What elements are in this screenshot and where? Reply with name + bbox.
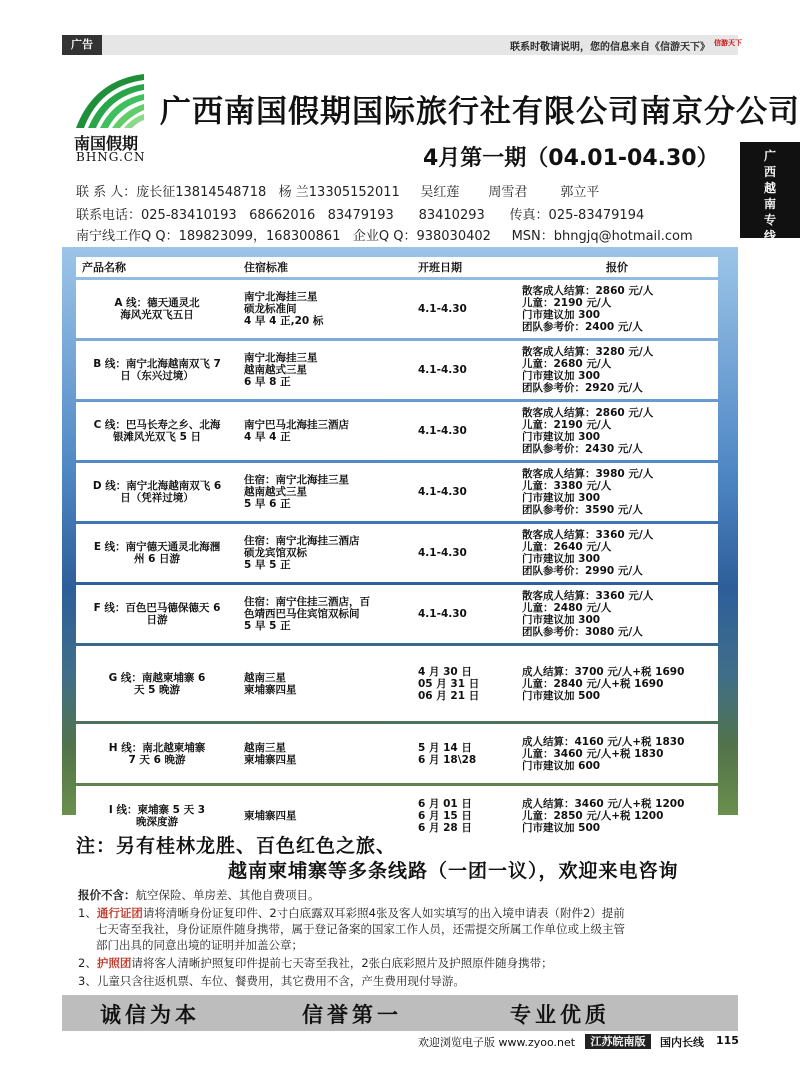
route-price-line: 门市建议加 500 bbox=[522, 689, 601, 702]
route-price-line: 门市建议加 300 bbox=[522, 553, 601, 565]
terms-item-1-line-2: 七天寄至我社，身份证原件随身携带，属于登记备案的国家工作人员，还需提交所属工作单位或上级主管 bbox=[96, 922, 625, 936]
route-price-cell bbox=[516, 724, 718, 783]
route-price-line: 团队参考价：3590 元/人 bbox=[522, 504, 643, 516]
route-hotel-cell bbox=[238, 463, 412, 521]
route-price-line: 儿童：3460 元/人+税 1830 bbox=[522, 747, 664, 760]
footer-edition-badge: 江苏皖南版 bbox=[585, 1034, 651, 1049]
route-hotel-line: 柬埔寨四星 bbox=[244, 809, 297, 822]
side-tab-char: 专 bbox=[763, 213, 776, 227]
route-date-line: 4 月 30 日 bbox=[418, 665, 472, 678]
route-date-line: 4.1-4.30 bbox=[418, 303, 467, 315]
logo-chinese: 南国假期 bbox=[74, 134, 139, 153]
route-name-cell bbox=[76, 341, 238, 399]
route-date-line: 06 月 21 日 bbox=[418, 689, 480, 702]
terms-item-2-label: 护照团 bbox=[96, 956, 132, 970]
route-price-line: 团队参考价：2990 元/人 bbox=[522, 565, 643, 577]
route-hotel-line: 5 早 6 正 bbox=[244, 498, 291, 510]
route-price-line: 儿童：2190 元/人 bbox=[522, 297, 612, 309]
source-notice: 联系时敬请说明，您的信息来自《信游天下》 bbox=[510, 42, 710, 53]
route-hotel-cell bbox=[238, 585, 412, 643]
route-price-line: 团队参考价：2920 元/人 bbox=[522, 382, 643, 394]
logo-english: BHNG.CN bbox=[76, 150, 146, 164]
route-price-cell bbox=[516, 280, 718, 338]
route-price-line: 儿童：3380 元/人 bbox=[522, 480, 612, 492]
issue-period: 4月第一期（04.01-04.30） bbox=[423, 146, 719, 171]
route-price-line: 成人结算：3460 元/人+税 1200 bbox=[522, 797, 685, 810]
page-number: 115 bbox=[716, 1034, 739, 1047]
route-price-line: 儿童：2640 元/人 bbox=[522, 541, 612, 553]
terms-item-2 bbox=[78, 955, 553, 971]
route-price-line: 散客成人结算：3280 元/人 bbox=[522, 346, 654, 358]
header-product: 产品名称 bbox=[76, 257, 238, 277]
route-hotel-line: 越南越式三星 bbox=[244, 364, 307, 376]
terms-item-1-line-3: 部门出具的同意出境的证明并加盖公章； bbox=[96, 938, 303, 952]
route-hotel-line: 色靖西巴马住宾馆双标间 bbox=[244, 608, 360, 620]
route-price-cell bbox=[516, 402, 718, 460]
footer-website: 欢迎浏览电子版 www.zyoo.net bbox=[418, 1036, 576, 1049]
table-header-row bbox=[76, 257, 718, 277]
route-date-cell bbox=[412, 585, 516, 643]
route-date-line: 6 月 18\28 bbox=[418, 753, 477, 766]
route-price-line: 散客成人结算：2860 元/人 bbox=[522, 285, 654, 297]
route-price-line: 门市建议加 300 bbox=[522, 431, 601, 443]
route-name-cell bbox=[76, 646, 238, 721]
side-tab-char: 西 bbox=[763, 165, 776, 179]
route-name-line: 天 5 晚游 bbox=[133, 683, 181, 696]
route-price-line: 团队参考价：2400 元/人 bbox=[522, 321, 643, 333]
route-date-line: 6 月 15 日 bbox=[418, 809, 472, 822]
route-hotel-line: 越南三星 bbox=[244, 671, 286, 684]
route-name-line: 日游 bbox=[146, 614, 168, 626]
route-name-line: 银滩风光双飞 5 日 bbox=[112, 431, 202, 443]
route-date-cell bbox=[412, 646, 516, 721]
terms-item-2-text: 请将客人清晰护照复印件提前七天寄至我社，2张白底彩照片及护照原件随身携带； bbox=[131, 956, 553, 970]
header-hotel: 住宿标准 bbox=[238, 257, 412, 277]
route-name-line: F 线：百色巴马德保德天 6 bbox=[93, 602, 221, 614]
route-date-line: 5 月 14 日 bbox=[418, 741, 472, 754]
route-price-line: 团队参考价：2430 元/人 bbox=[522, 443, 643, 455]
terms-excluded-label: 报价不含： bbox=[78, 888, 136, 902]
route-hotel-line: 4 早 4 正,20 标 bbox=[244, 315, 324, 327]
route-name-line: I 线：柬埔寨 5 天 3 bbox=[108, 803, 206, 816]
route-price-cell bbox=[516, 463, 718, 521]
terms-item-1-prefix: 1、 bbox=[78, 906, 97, 920]
route-name-line: 日（东兴过境） bbox=[120, 370, 194, 382]
route-name-line: D 线：南宁北海越南双飞 6 bbox=[92, 480, 222, 492]
route-hotel-line: 越南三星 bbox=[244, 741, 286, 754]
route-date-line: 6 月 01 日 bbox=[418, 797, 472, 810]
route-hotel-cell bbox=[238, 280, 412, 338]
side-tab-char: 越 bbox=[763, 181, 776, 195]
route-hotel-cell bbox=[238, 524, 412, 582]
route-price-line: 门市建议加 300 bbox=[522, 492, 601, 504]
route-price-line: 散客成人结算：2860 元/人 bbox=[522, 407, 654, 419]
route-hotel-cell bbox=[238, 341, 412, 399]
terms-item-1-label: 通行证团 bbox=[96, 906, 143, 920]
header-date: 开班日期 bbox=[412, 257, 516, 277]
route-name-cell bbox=[76, 724, 238, 783]
route-hotel-line: 硕龙宾馆双标 bbox=[244, 547, 307, 559]
terms-item-2-prefix: 2、 bbox=[78, 956, 97, 970]
ad-label: 广告 bbox=[62, 35, 102, 55]
route-hotel-line: 5 早 5 正 bbox=[244, 559, 291, 571]
note-line-1: 注：另有桂林龙胜、百色红色之旅、 bbox=[76, 835, 397, 857]
route-price-line: 儿童：2680 元/人 bbox=[522, 358, 612, 370]
route-hotel-line: 5 早 5 正 bbox=[244, 620, 291, 632]
route-price-line: 散客成人结算：3360 元/人 bbox=[522, 590, 654, 602]
route-name-cell bbox=[76, 463, 238, 521]
route-name-line: 日（凭祥过境） bbox=[120, 492, 194, 504]
route-date-cell bbox=[412, 724, 516, 783]
route-date-line: 4.1-4.30 bbox=[418, 547, 467, 559]
route-price-line: 成人结算：4160 元/人+税 1830 bbox=[522, 735, 685, 748]
route-date-line: 4.1-4.30 bbox=[418, 425, 467, 437]
route-price-line: 门市建议加 300 bbox=[522, 309, 601, 321]
route-row bbox=[76, 524, 718, 582]
route-hotel-cell bbox=[238, 724, 412, 783]
route-price-line: 团队参考价：3080 元/人 bbox=[522, 626, 643, 638]
route-price-cell bbox=[516, 646, 718, 721]
route-row bbox=[76, 646, 718, 721]
route-price-line: 门市建议加 600 bbox=[522, 759, 601, 772]
route-price-line: 儿童：2840 元/人+税 1690 bbox=[522, 677, 664, 690]
route-name-cell bbox=[76, 585, 238, 643]
terms-item-3: 3、儿童只含往返机票、车位、餐费用，其它费用不含，产生费用现付导游。 bbox=[78, 974, 465, 988]
route-date-cell bbox=[412, 280, 516, 338]
side-tab-char: 线 bbox=[763, 229, 776, 243]
note-line-2: 越南柬埔寨等多条线路（一团一议），欢迎来电咨询 bbox=[228, 860, 679, 882]
route-date-cell bbox=[412, 786, 516, 845]
route-row bbox=[76, 463, 718, 521]
route-date-line: 6 月 28 日 bbox=[418, 821, 472, 834]
route-hotel-line: 住宿：南宁北海挂三酒店 bbox=[244, 535, 360, 547]
route-date-line: 05 月 31 日 bbox=[418, 677, 480, 690]
route-hotel-line: 柬埔寨四星 bbox=[244, 683, 297, 696]
route-hotel-line: 南宁北海挂三星 bbox=[244, 352, 318, 364]
route-name-cell bbox=[76, 280, 238, 338]
slogan-1: 诚信为本 bbox=[100, 1003, 200, 1027]
route-hotel-line: 6 早 8 正 bbox=[244, 376, 291, 388]
route-price-line: 儿童：2480 元/人 bbox=[522, 602, 612, 614]
company-logo-icon bbox=[74, 70, 146, 130]
route-hotel-cell bbox=[238, 646, 412, 721]
route-hotel-cell bbox=[238, 402, 412, 460]
route-price-cell bbox=[516, 786, 718, 845]
route-date-cell bbox=[412, 524, 516, 582]
route-row bbox=[76, 402, 718, 460]
contact-persons: 联 系 人：庞长征13814548718 杨 兰13305152011 吴红莲 周雪君 郭立平 bbox=[76, 185, 600, 200]
route-price-line: 散客成人结算：3360 元/人 bbox=[522, 529, 654, 541]
route-name-line: 海风光双飞五日 bbox=[120, 309, 194, 321]
route-price-line: 成人结算：3700 元/人+税 1690 bbox=[522, 665, 685, 678]
route-price-line: 儿童：2850 元/人+税 1200 bbox=[522, 809, 664, 822]
vietnam-line-tab bbox=[740, 142, 800, 243]
route-date-cell bbox=[412, 402, 516, 460]
route-hotel-line: 住宿：南宁北海挂三星 bbox=[244, 474, 349, 486]
side-tab-char: 南 bbox=[763, 197, 776, 211]
header-price: 报价 bbox=[516, 257, 718, 277]
slogan-3: 专业优质 bbox=[510, 1003, 610, 1027]
route-row bbox=[76, 341, 718, 399]
slogan-2: 信誉第一 bbox=[302, 1003, 402, 1027]
route-row bbox=[76, 724, 718, 783]
footer-section: 国内长线 bbox=[660, 1036, 704, 1049]
contact-phones: 联系电话：025-83410193 68662016 83479193 83410293 传真：025-83479194 bbox=[76, 208, 645, 223]
route-name-line: 州 6 日游 bbox=[133, 553, 181, 565]
terms-excluded-text: 航空保险、单房差、其他自费项目。 bbox=[135, 888, 320, 902]
route-name-line: A 线：德天通灵北 bbox=[114, 297, 200, 309]
contact-online: 南宁线工作Q Q：189823099，168300861 企业Q Q：938030402 MSN：bhngjq@hotmail.com bbox=[76, 229, 693, 244]
company-name: 广西南国假期国际旅行社有限公司南京分公司 bbox=[160, 94, 800, 130]
route-date-cell bbox=[412, 341, 516, 399]
route-price-line: 散客成人结算：3980 元/人 bbox=[522, 468, 654, 480]
route-hotel-line: 硕龙标准间 bbox=[244, 303, 297, 315]
route-price-line: 门市建议加 500 bbox=[522, 821, 601, 834]
mini-logo: 信游天下 bbox=[714, 39, 742, 47]
route-price-cell bbox=[516, 585, 718, 643]
route-row bbox=[76, 585, 718, 643]
route-name-cell bbox=[76, 524, 238, 582]
route-name-cell bbox=[76, 402, 238, 460]
route-date-line: 4.1-4.30 bbox=[418, 364, 467, 376]
route-name-line: 7 天 6 晚游 bbox=[128, 753, 186, 766]
route-name-line: H 线：南北越柬埔寨 bbox=[108, 741, 206, 754]
route-price-line: 门市建议加 300 bbox=[522, 614, 601, 626]
route-hotel-line: 越南越式三星 bbox=[244, 486, 307, 498]
route-row bbox=[76, 280, 718, 338]
route-hotel-line: 柬埔寨四星 bbox=[244, 753, 297, 766]
route-price-line: 门市建议加 300 bbox=[522, 370, 601, 382]
route-date-line: 4.1-4.30 bbox=[418, 486, 467, 498]
route-date-line: 4.1-4.30 bbox=[418, 608, 467, 620]
route-name-line: B 线：南宁北海越南双飞 7 bbox=[93, 358, 221, 370]
route-hotel-line: 南宁巴马北海挂三酒店 bbox=[244, 419, 349, 431]
route-price-cell bbox=[516, 524, 718, 582]
terms-excluded bbox=[78, 887, 320, 903]
route-name-line: E 线：南宁德天通灵北海涠 bbox=[93, 541, 221, 553]
route-hotel-line: 住宿：南宁住挂三酒店，百 bbox=[244, 596, 370, 608]
side-tab-char: 广 bbox=[763, 149, 776, 163]
routes-table bbox=[76, 254, 718, 848]
terms-item-1-line-1: 请将清晰身份证复印件、2寸白底露双耳彩照4张及客人如实填写的出入境申请表（附件2）提前 bbox=[142, 906, 625, 920]
terms-item-1 bbox=[78, 905, 625, 921]
route-price-line: 儿童：2190 元/人 bbox=[522, 419, 612, 431]
route-hotel-line: 4 早 4 正 bbox=[244, 431, 291, 443]
route-date-cell bbox=[412, 463, 516, 521]
route-hotel-line: 南宁北海挂三星 bbox=[244, 291, 318, 303]
route-name-line: G 线：南越柬埔寨 6 bbox=[108, 671, 206, 684]
route-name-line: 晚深度游 bbox=[136, 815, 178, 828]
route-name-line: C 线：巴马长寿之乡、北海 bbox=[93, 419, 221, 431]
route-price-cell bbox=[516, 341, 718, 399]
